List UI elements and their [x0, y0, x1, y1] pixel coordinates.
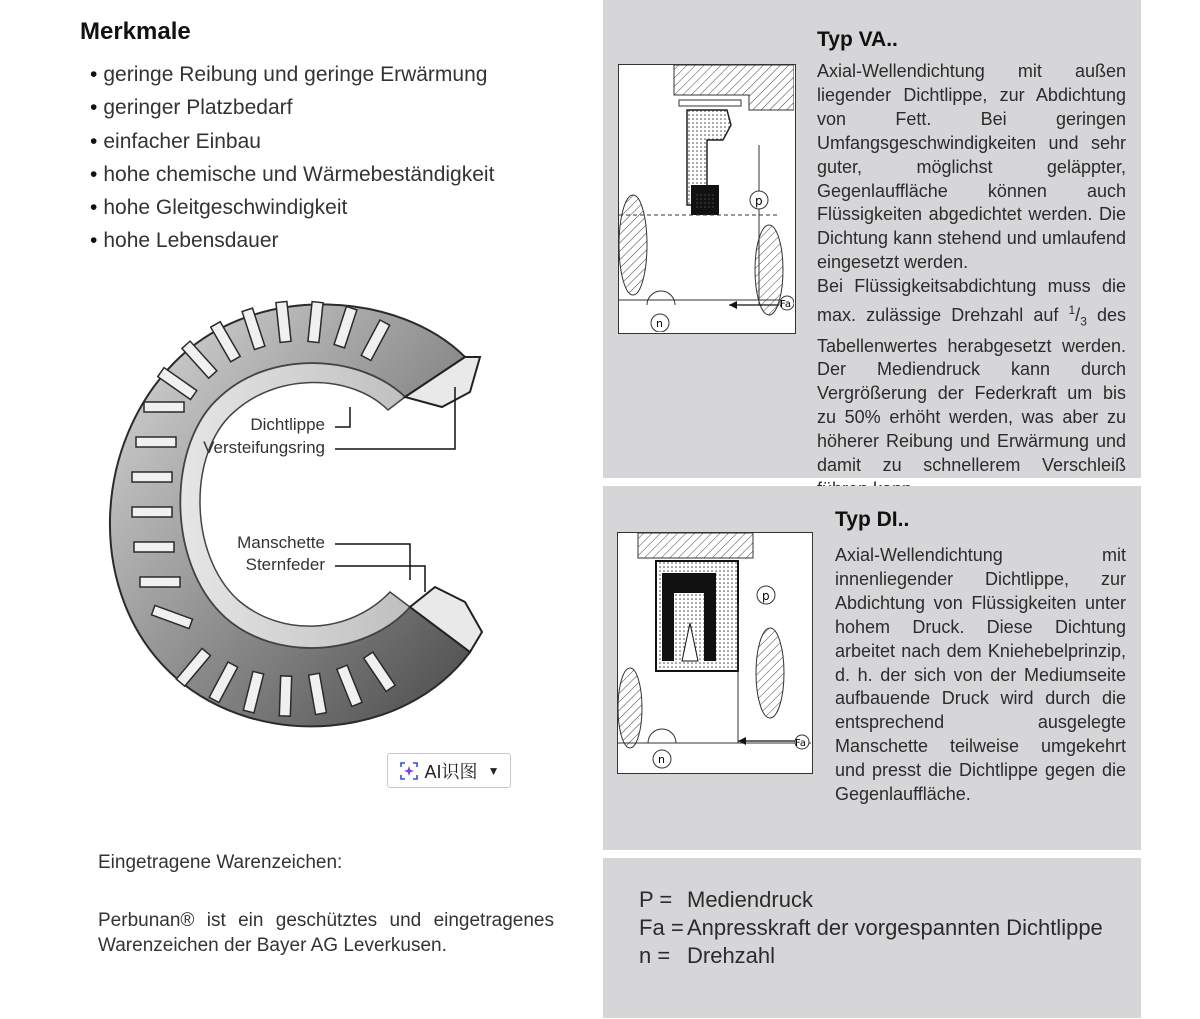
seal-illustration [70, 262, 590, 752]
callout-sternfeder: Sternfeder [245, 555, 325, 574]
legend-meaning: Mediendruck [687, 887, 813, 912]
type-di-text: Axial-Wellendichtung mit innenliegender Dichtlippe, zur Abdichtung von Flüssigkeiten unter hohem Druck. Diese Dichtung arbeitet nach dem Kniehebelprinzip, d. h. der sich von der Mediumseite aufbauende Druck wird durch die entsprechend ausgelegte Manschette teilweise umgekehrt und presst die Dichtlippe gegen die Gegenlauffläche. [835, 545, 1126, 805]
fraction-denominator: 3 [1080, 314, 1087, 329]
legend-list [639, 886, 1103, 970]
ai-image-recognition-button[interactable] [387, 753, 511, 788]
trademark-body: Perbunan® ist ein geschütztes und eingetragenes Warenzeichen der Bayer AG Leverkusen. [98, 910, 554, 956]
panel-type-va [603, 0, 1141, 478]
legend-meaning: Drehzahl [687, 943, 776, 968]
chevron-down-icon: ▼ [487, 763, 500, 778]
feature-item: • hohe Lebensdauer [90, 224, 494, 257]
va-label-p: p [755, 194, 763, 208]
legend-symbol: n = [639, 943, 671, 968]
panel-type-di [603, 486, 1141, 850]
type-di-section-drawing [618, 533, 811, 772]
type-va-diagram [618, 64, 796, 334]
trademark-heading: Eingetragene Warenzeichen: [98, 852, 343, 873]
di-label-p: p [762, 589, 770, 603]
type-va-note-before: Bei Flüssigkeitsabdichtung muss die max. zulässige Drehzahl auf [817, 276, 1126, 326]
legend-row [639, 886, 1103, 914]
callout-manschette: Manschette [237, 533, 325, 552]
callout-versteifungsring: Versteifungsring [203, 438, 325, 457]
features-list [90, 58, 494, 258]
type-va-title: Typ VA.. [817, 28, 898, 51]
legend-symbol: Fa = [639, 915, 684, 940]
di-label-n: n [658, 753, 665, 766]
va-label-fa: Fa [780, 299, 791, 310]
type-va-text: Axial-Wellendichtung mit außen liegender Dichtlippe, zur Abdichtung von Fett. Bei geringen Umfangsgeschwindigkeiten und sehr guter, möglichst geläppter, Gegenlauffläche können auch Flüssigkeiten abgedichtet werden. Die Dichtung kann stehend und umlaufend eingesetzt werden. Bei Flüssigkeitsabdichtung muss die max. zulässige Drehzahl auf $^1/_3$ des Tabellenwertes herabgesetzt werden. Der Mediendruck kann durch Vergrößerung der Federkraft um bis zu 50% erhöht werden, was aber zu höherer Reibung und Erwärmung und damit zu schnellerem Verschleiß [817, 60, 1126, 502]
panel-legend [603, 858, 1141, 1018]
type-va-description: Axial-Wellendichtung mit außen liegender Dichtlippe, zur Abdichtung von Fett. Bei geringen Umfangsgeschwindigkeiten und sehr guter, möglichst geläppter, Gegenlauffläche können auch Flüssigkeiten abgedichtet werden. Die Dichtung kann stehend und umlaufend eingesetzt werden. [817, 61, 1126, 273]
feature-item: • geringe Reibung und geringe Erwärmung [90, 58, 494, 91]
callout-dichtlippe: Dichtlippe [250, 415, 325, 434]
legend-meaning: Anpresskraft der vorgespannten Dichtlippe [687, 915, 1103, 940]
features-title: Merkmale [80, 18, 191, 45]
feature-item: • geringer Platzbedarf [90, 91, 494, 124]
seal-drawing [70, 262, 590, 752]
feature-item: • einfacher Einbau [90, 125, 494, 158]
legend-row [639, 942, 1103, 970]
fraction-numerator: 1 [1068, 303, 1076, 318]
feature-item: • hohe Gleitgeschwindigkeit [90, 191, 494, 224]
feature-item: • hohe chemische und Wärmebeständigkeit [90, 158, 494, 191]
di-label-fa: Fa [795, 738, 806, 749]
type-di-diagram [617, 532, 813, 774]
type-di-title: Typ DI.. [835, 508, 910, 531]
legend-row [639, 914, 1103, 942]
type-va-note-after: des Tabellenwertes herabgesetzt werden. Der Mediendruck kann durch Vergrößerung der Federkraft um bis zu 50% erhöht werden, was aber zu höherer Reibung und Erwärmung und damit zu schnellerem Verschleiß [817, 305, 1126, 476]
type-va-section-drawing [619, 65, 794, 332]
legend-symbol: P = [639, 887, 673, 912]
sparkle-icon [399, 761, 419, 781]
callout-lines [335, 387, 455, 592]
va-label-n: n [656, 317, 663, 330]
seal-inner-face [180, 363, 410, 648]
ai-button-label: AI识图 [424, 761, 478, 782]
